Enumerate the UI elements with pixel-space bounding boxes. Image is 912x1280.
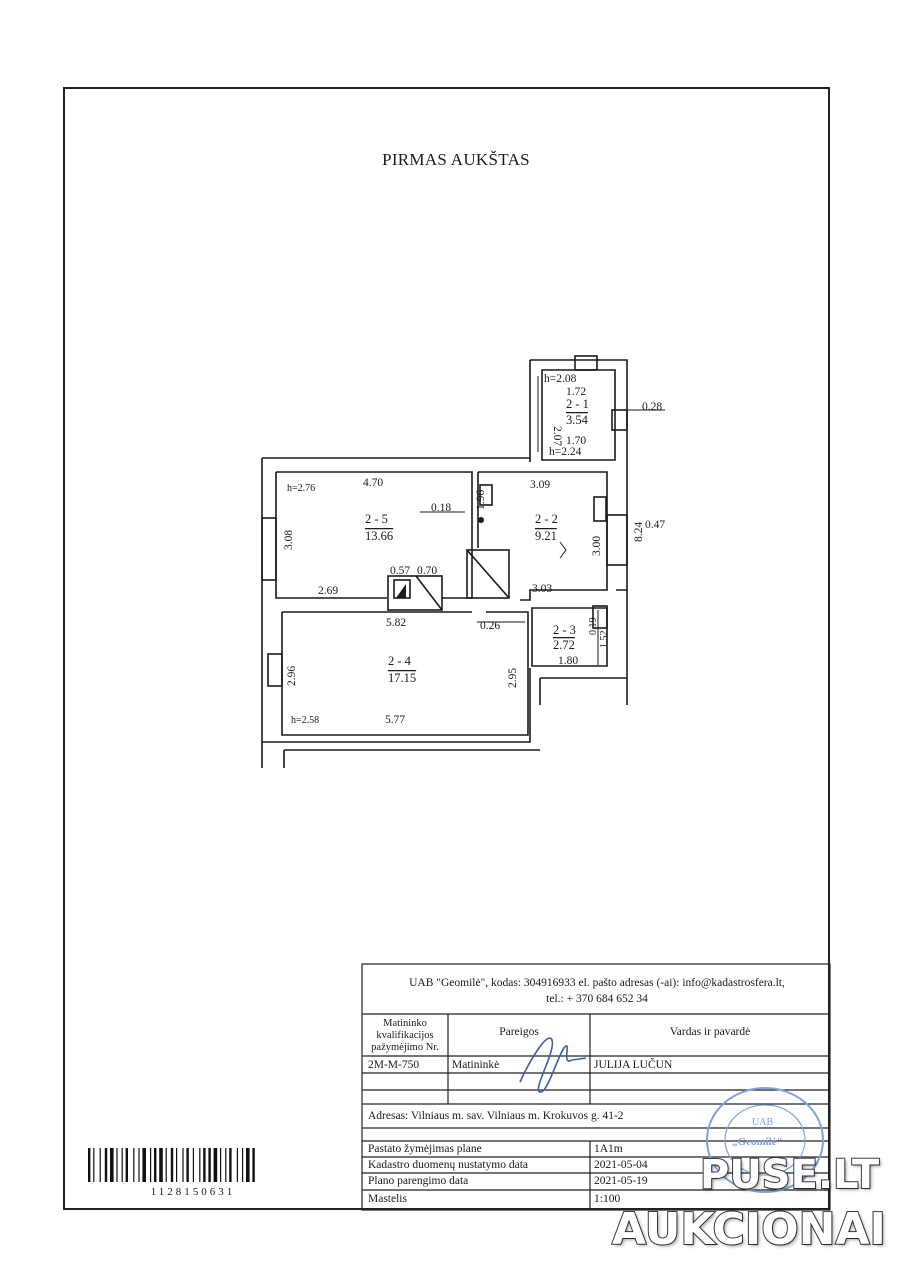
dim-196: 1.96 (475, 489, 487, 510)
dim-070: 0.70 (417, 565, 438, 577)
row-label-scale: Mastelis (368, 1193, 407, 1205)
room-label-2-2: 2 - 2 (535, 512, 558, 526)
dim-2-1-bottom: 1.70 (566, 435, 587, 447)
room-label-2-4: 2 - 4 (388, 654, 411, 668)
page-title: PIRMAS AUKŠTAS (382, 150, 530, 169)
barcode-bar (166, 1148, 167, 1182)
room-area-2-3: 2.72 (553, 638, 575, 652)
barcode-bar (138, 1148, 139, 1182)
barcode-bar (214, 1148, 218, 1182)
barcode-bar (208, 1148, 210, 1182)
signature (520, 1038, 586, 1092)
barcode-bar (105, 1148, 107, 1182)
barcode-number: 1128150631 (150, 1186, 236, 1198)
dim-303: 3.03 (532, 583, 553, 595)
dim-296: 2.96 (286, 665, 298, 686)
barcode-bar (237, 1148, 238, 1182)
row-label-plan-date: Plano parengimo data (368, 1175, 469, 1187)
row-value-cadastre-date: 2021-05-04 (594, 1159, 648, 1171)
barcode-bar (193, 1148, 194, 1182)
watermark-puse: PUSE.LT (700, 1152, 880, 1198)
room-label-2-3: 2 - 3 (553, 623, 576, 637)
barcode-bar (182, 1148, 183, 1182)
barcode-bar (154, 1148, 156, 1182)
row-value-plan-date: 2021-05-19 (594, 1175, 648, 1187)
row-value-scale: 1:100 (594, 1193, 621, 1205)
watermark-aukcionai: AUKCIONAI (612, 1204, 886, 1255)
barcode-bar (150, 1148, 151, 1182)
barcode-bar (220, 1148, 221, 1182)
room-area-2-5: 13.66 (365, 529, 394, 543)
room-label-2-1: 2 - 1 (566, 397, 589, 411)
dim-582: 5.82 (386, 617, 407, 629)
barcode-bar (176, 1148, 177, 1182)
dim-152: 1.52 (599, 630, 610, 648)
dim-2-1-base: h=2.24 (549, 446, 582, 458)
barcode-bar (93, 1148, 94, 1182)
dim-295: 2.95 (507, 667, 519, 688)
stamp-name-text: „Geomilė" (732, 1136, 783, 1148)
barcode-bar (246, 1148, 250, 1182)
dim-018: 0.18 (431, 502, 452, 514)
dim-057: 0.57 (390, 565, 411, 577)
dim-470: 4.70 (363, 477, 384, 489)
company-line-1: UAB "Geomilė", kodas: 304916933 el. pašto adresas (-ai): info@kadastrosfera.lt, (409, 977, 785, 989)
room-area-2-1: 3.54 (566, 413, 588, 427)
room-area-2-4: 17.15 (388, 671, 417, 685)
stamp-top-text: UAB (752, 1117, 774, 1128)
barcode-bar (225, 1148, 226, 1182)
barcode-bar (229, 1148, 231, 1182)
barcode-bar (116, 1148, 117, 1182)
dim-269: 2.69 (318, 585, 339, 597)
barcode-bar (133, 1148, 134, 1182)
dim-wall-028: 0.28 (642, 401, 663, 413)
room-area-2-2: 9.21 (535, 529, 557, 543)
qualification-number: 2M-M-750 (368, 1059, 420, 1071)
barcode-bar (88, 1148, 90, 1182)
dim-308: 3.08 (283, 529, 295, 550)
qualification-header: Matininko kvalifikacijos pažymėjimo Nr. (371, 1018, 439, 1053)
row-label-building: Pastato žymėjimas plane (368, 1143, 482, 1155)
surveyor-name: JULIJA LUČUN (594, 1059, 673, 1071)
name-header: Vardas ir pavardė (669, 1026, 751, 1038)
barcode-bar (186, 1148, 188, 1182)
barcode-bar (100, 1148, 101, 1182)
dim-h258: h=2.58 (291, 715, 320, 726)
position-value: Matininkė (452, 1059, 500, 1071)
position-header: Pareigos (499, 1026, 539, 1038)
row-value-building: 1A1m (594, 1143, 623, 1155)
dim-019: 0.19 (588, 617, 599, 635)
barcode-bar (159, 1148, 163, 1182)
barcode-bar (126, 1148, 128, 1182)
dim-180: 1.80 (558, 655, 579, 667)
dim-2-1-side: 2.07 (551, 426, 563, 447)
dim-h276: h=2.76 (287, 483, 316, 494)
barcode-bar (110, 1148, 114, 1182)
barcode-bar (142, 1148, 146, 1182)
barcode-bar (242, 1148, 243, 1182)
barcode-bar (252, 1148, 254, 1182)
dim-026: 0.26 (480, 620, 501, 632)
dim-2-1-top: 1.72 (566, 386, 587, 398)
dim-824: 8.24 (633, 521, 645, 542)
row-label-cadastre-date: Kadastro duomenų nustatymo data (368, 1159, 529, 1171)
company-line-2: tel.: + 370 684 652 34 (546, 993, 648, 1005)
barcode (88, 1148, 298, 1184)
address: Adresas: Vilniaus m. sav. Vilniaus m. Krokuvos g. 41-2 (368, 1110, 624, 1122)
dim-2-1-h: h=2.08 (544, 373, 577, 385)
barcode-bar (203, 1148, 205, 1182)
room-label-2-5: 2 - 5 (365, 512, 388, 526)
barcode-bar (171, 1148, 173, 1182)
dim-577: 5.77 (385, 714, 406, 726)
dim-047: 0.47 (645, 519, 666, 531)
barcode-bar (122, 1148, 123, 1182)
dim-300: 3.00 (591, 535, 603, 556)
dim-309: 3.09 (530, 479, 551, 491)
barcode-bar (199, 1148, 200, 1182)
